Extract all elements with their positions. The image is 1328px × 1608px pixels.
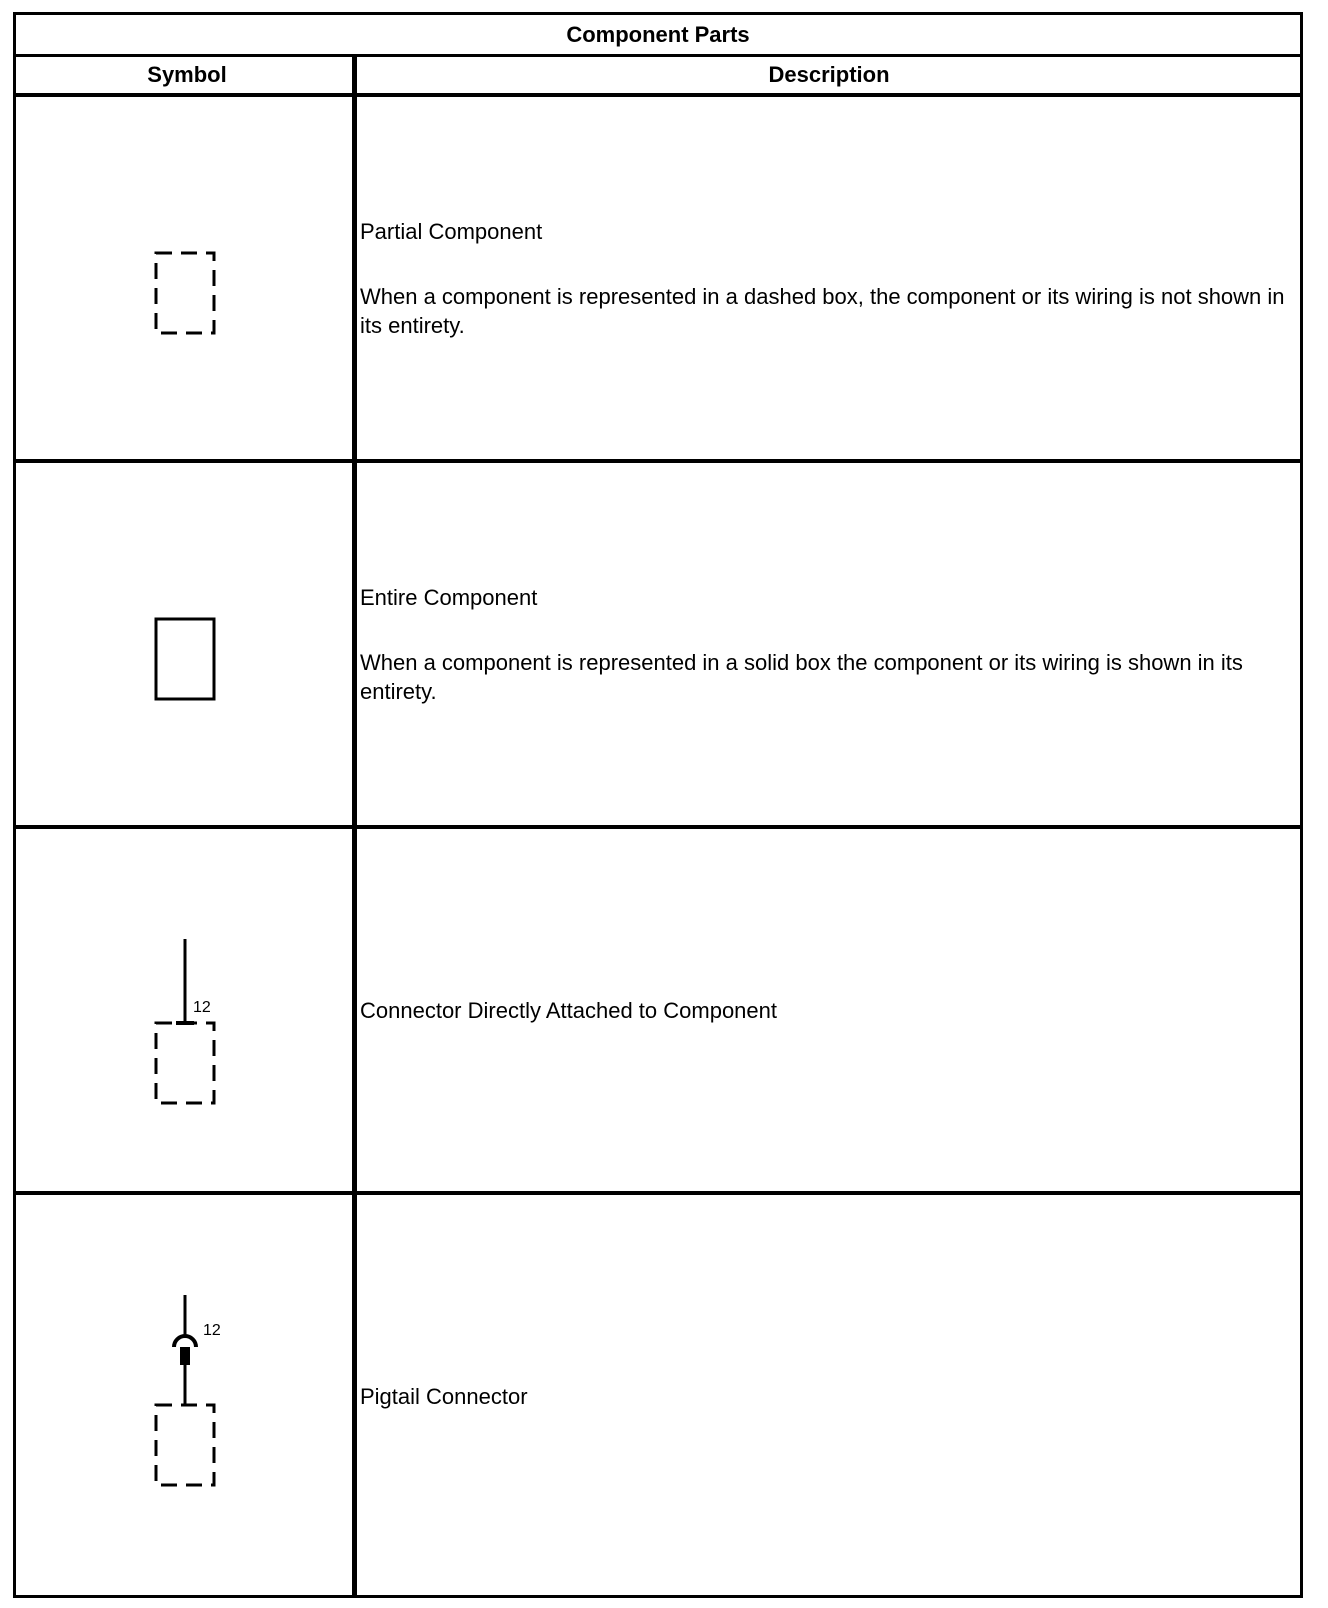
symbol-cell	[16, 1195, 352, 1598]
component-parts-table	[13, 12, 1303, 1598]
description-cell	[360, 97, 1286, 459]
pin-label: 12	[193, 999, 211, 1016]
symbol-cell	[16, 463, 352, 825]
description-cell	[360, 1195, 1286, 1598]
table-row	[16, 97, 1300, 463]
row-description: When a component is represented in a dashed box, the component or its wiring is not shown in its entirety.	[360, 283, 1285, 338]
table-title: Component Parts	[16, 15, 1300, 57]
dashed-box-icon	[16, 97, 352, 459]
solid-box-icon	[16, 463, 352, 825]
row-title: Entire Component	[360, 584, 538, 610]
table-row	[16, 463, 1300, 829]
pigtail-connector-icon	[16, 1195, 352, 1595]
row-title: Connector Directly Attached to Component	[360, 997, 778, 1023]
symbol-cell	[16, 829, 352, 1191]
description-cell	[360, 463, 1286, 825]
description-cell	[360, 829, 1286, 1191]
table-row	[16, 829, 1300, 1195]
table-header-row	[16, 57, 1300, 97]
row-title: Partial Component	[360, 218, 543, 244]
header-description: Description	[768, 62, 890, 87]
connector-attached-icon	[16, 829, 352, 1191]
table-row	[16, 1195, 1300, 1598]
symbol-cell	[16, 97, 352, 459]
row-description: When a component is represented in a solid box the component or its wiring is shown in its entirety.	[360, 649, 1243, 704]
row-title: Pigtail Connector	[360, 1384, 528, 1409]
pin-label: 12	[203, 1322, 221, 1339]
header-symbol: Symbol	[147, 62, 227, 87]
